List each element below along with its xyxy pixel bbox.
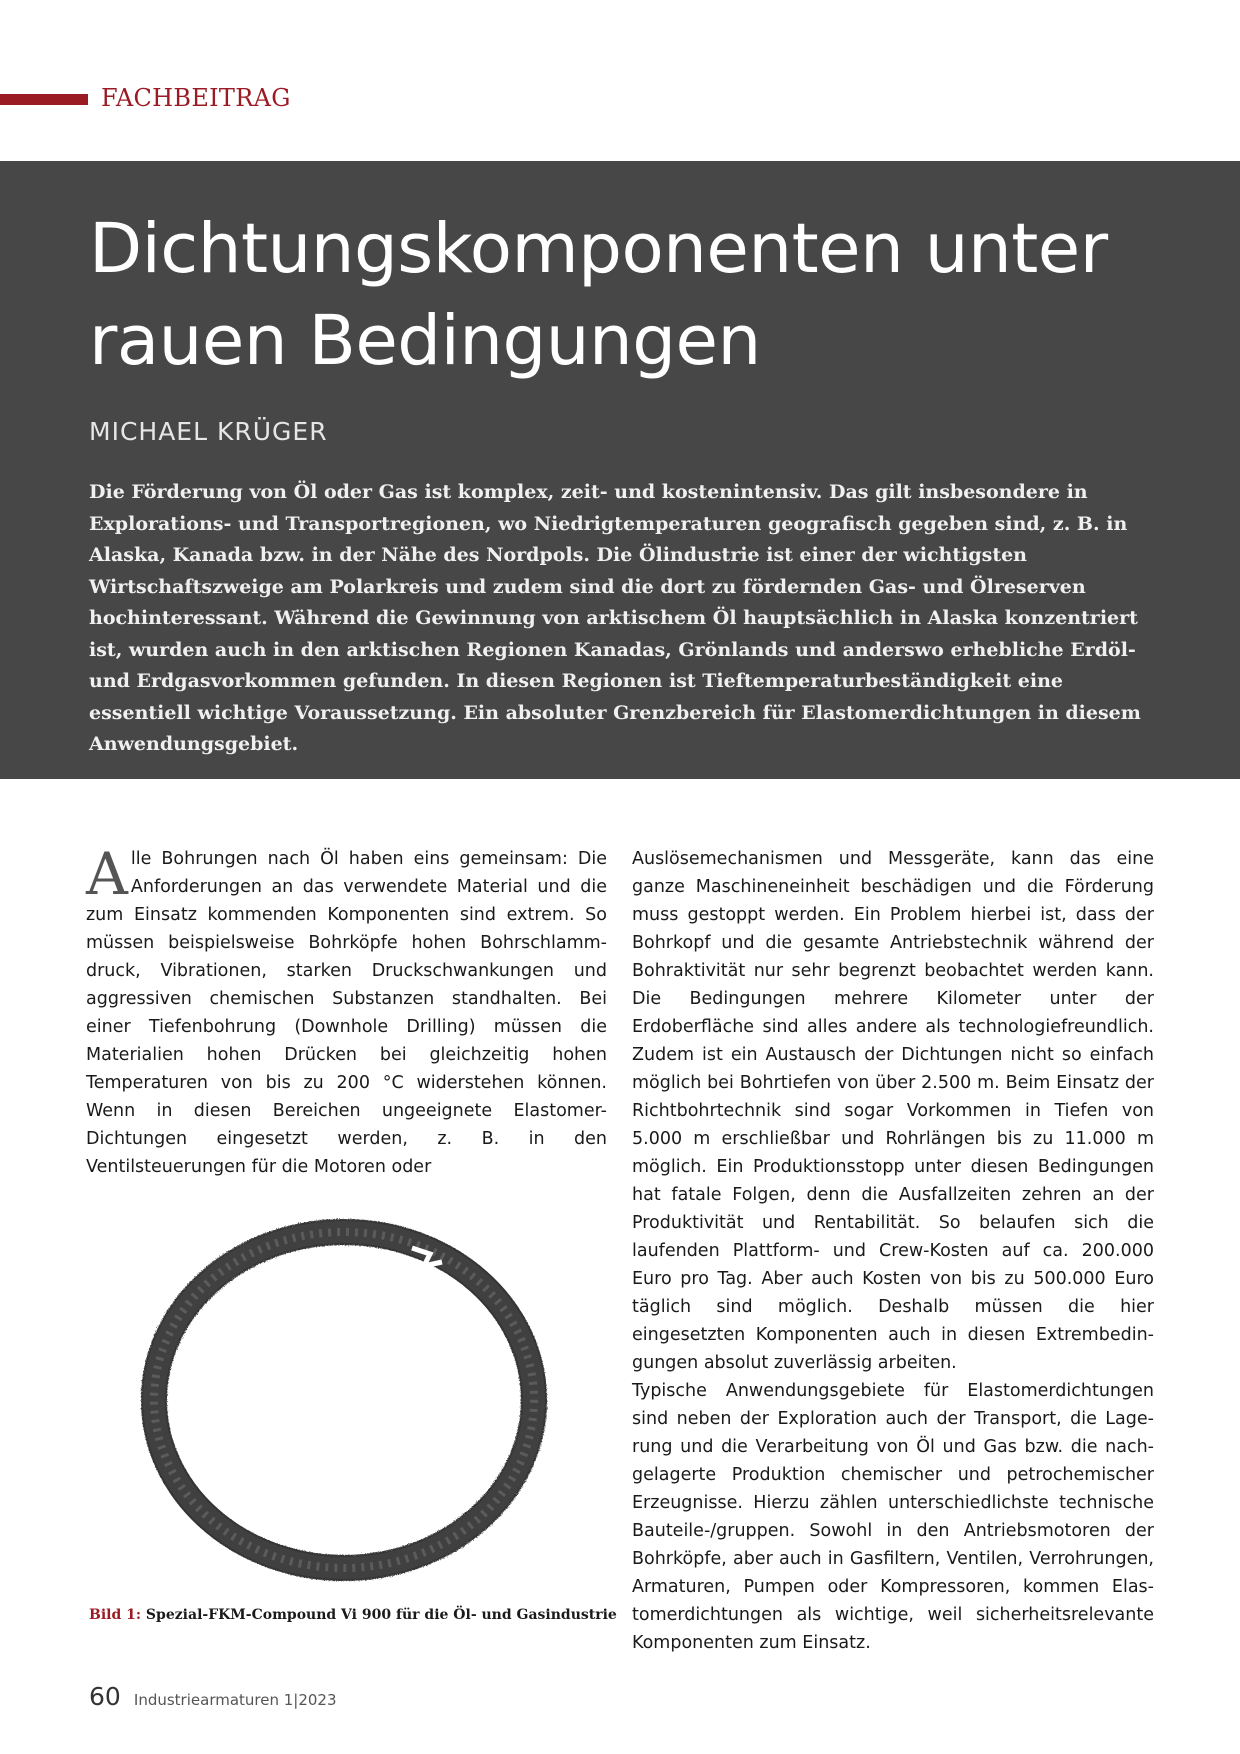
dropcap: A	[86, 840, 128, 908]
page-number: 60	[89, 1682, 121, 1711]
article-lead: Die Förderung von Öl oder Gas ist komplex, zeit- und kostenintensiv. Das gilt insbesondere in Explorations- und Transportregionen, wo Niedrigtemperaturen geografisch gegeben sind, z. B. in Alaska, Kanada bzw. in der Nähe des Nordpols. Die Ölindustrie ist einer der wichtigsten Wirtschaftszweige am Polarkreis und zudem sind die dort zu fördernden Gas- und Ölreserven hochinteressant. Während die Gewinnung von arktischem Öl hauptsächlich in Alaska konzentriert ist, wurden auch in den arktischen Regionen Kanadas, Grönlands und anderswo erhebliche Erdöl- und Erdgasvorkommen gefunden. In diesen Regionen ist Tieftemperaturbeständigkeit eine essentiell wichtige Voraussetzung. Ein absoluter Grenzbereich für Elastomerdichtungen in diesem Anwendungsgebiet.	[89, 481, 1141, 755]
figure-caption	[89, 1607, 617, 1623]
journal-name: Industriearmaturen 1|2023	[133, 1691, 337, 1709]
body-column-left	[86, 840, 607, 1181]
paragraph-text: lle Bohrungen nach Öl haben eins gemeinsam: Die Anforderungen an das verwendete Material und die zum Einsatz kommenden Komponenten sind extrem. So müssen beispielsweise Bohrköpfe hohen Bohrschlammdruck, Vibrationen, starken Druckschwankungen und aggressiven chemischen Substanzen standhalten. Bei einer Tiefenbohrung (Downhole Drilling) müssen die Materialien hohen Drücken bei gleichzeitig hohen Temperaturen von bis zu 200 °C widerstehen können. Wenn in diesen Bereichen ungeeignete Elastomer-Dichtungen eingesetzt werden, z. B. in den Ventilsteuerungen für die Motoren oder	[86, 849, 607, 1177]
figure-image	[112, 1196, 582, 1606]
section-accent-bar	[0, 94, 88, 105]
caption-text: Spezial-FKM-Compound Vi 900 für die Öl- und Gasindustrie	[141, 1607, 617, 1623]
seal-ring-image	[112, 1196, 582, 1606]
body-paragraph: Auslösemechanismen und Messgeräte, kann das eine ganze Maschineneinheit beschädigen und die Förderung muss gestoppt werden. Ein Problem hierbei ist, dass der Bohrkopf und die gesamte Antriebstechnik während der Bohraktivität nur sehr begrenzt beobachtet werden kann. Die Bedingungen mehrere Kilometer unter der Erdoberfläche sind alles andere als technologiefreundlich. Zudem ist ein Austausch der Dichtungen nicht so einfach möglich bei Bohrtiefen von über 2.500 m. Beim Einsatz der Richtbohrtechnik sind sogar Vorkommen in Tiefen von 5.000 m erschließbar und Rohrlängen bis zu 11.000 m möglich. Ein Produktionsstopp unter diesen Bedingungen hat fatale Folgen, denn die Ausfallzeiten zehren an der Produktivität und Rentabilität. So belaufen sich die laufenden Plattform- und Crew-Kosten auf ca. 200.000 Euro pro Tag. Aber auch Kosten von bis zu 500.000 Euro täglich sind möglich. Deshalb müssen die hier eingesetzten Komponenten auch in diesen Extrembedingungen absolut zuverlässig arbeiten.	[632, 849, 1154, 1373]
body-paragraph	[86, 840, 607, 1181]
article-title: Dichtungskomponenten unter rauen Bedingungen	[89, 209, 1108, 381]
body-column-right	[632, 845, 1154, 1657]
seal-ring-inner-edge	[166, 1244, 522, 1556]
section-label: FACHBEITRAG	[101, 84, 291, 112]
body-paragraph: Typische Anwendungsgebiete für Elastomerdichtungen sind neben der Exploration auch der Transport, die Lagerung und die Verarbeitung von Öl und Gas bzw. die nachgelagerte Produktion chemischer und petrochemischer Erzeugnisse. Hierzu zählen unterschiedlichste technische Bauteile-/gruppen. Sowohl in den Antriebsmotoren der Bohrköpfe, aber auch in Gasfiltern, Ventilen, Verrohrungen, Armaturen, Pumpen oder Kompressoren, kommen Elastomerdichtungen als wichtige, weil sicherheitsrelevante Komponenten zum Einsatz.	[632, 1381, 1154, 1653]
caption-label: Bild 1:	[89, 1607, 142, 1623]
page-footer	[89, 1682, 337, 1711]
article-author: MICHAEL KRÜGER	[89, 417, 328, 446]
